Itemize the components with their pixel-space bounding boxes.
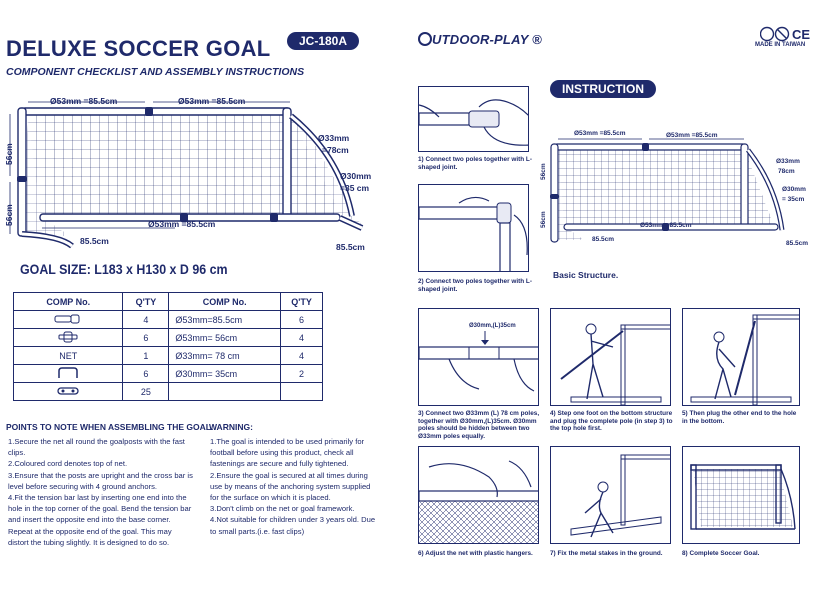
point-item: 1.Secure the net all round the goalposts with the fast clips.: [8, 437, 185, 458]
col-qty-2: Q'TY: [281, 293, 323, 311]
certification-marks: [760, 26, 816, 42]
r-dim-side-lower: 56cm: [540, 211, 547, 228]
t-joint-icon: [58, 331, 78, 343]
page-title: DELUXE SOCCER GOAL: [6, 36, 271, 61]
step-6-caption: 6) Adjust the net with plastic hangers.: [418, 550, 533, 557]
qty-cell: 6: [281, 311, 323, 329]
col-comp-no: COMP No.: [14, 293, 123, 311]
warning-item: 2.Ensure the goal is secured at all times during use by means of the anchoring system supplied for the surface on which it is placed.: [210, 470, 371, 503]
dim-top-left: Ø53mm =85.5cm: [50, 96, 118, 106]
warning-item: 3.Don't climb on the net or goal framework.: [210, 504, 355, 514]
warning-item: 4.Not suitable for children under 3 years old. Due to small parts.(i.e. fast clips): [210, 515, 376, 536]
qty-cell: [281, 383, 323, 401]
table-row: [14, 383, 323, 401]
step-5-panel: [682, 308, 800, 406]
dim-right-33-len: =78cm: [322, 145, 349, 155]
step-8-illustration: [683, 447, 800, 544]
warning-heading: WARNING:: [209, 422, 253, 432]
table-row: [14, 365, 323, 383]
r-dim-top-left: Ø53mm =85.5cm: [574, 130, 626, 137]
comp-cell: NET: [14, 347, 123, 365]
ground-stake-icon: [56, 367, 80, 379]
step-7-panel: [550, 446, 671, 544]
comp-cell: Ø33mm= 78 cm: [169, 347, 281, 365]
r-dim-bottom-left: 85.5cm: [592, 236, 615, 243]
points-heading: POINTS TO NOTE WHEN ASSEMBLING THE GOAL.: [6, 422, 214, 432]
step-3-panel: [418, 308, 539, 406]
comp-cell: [169, 383, 281, 401]
dim-bottom-left: 85.5cm: [80, 236, 109, 246]
fast-clip-icon: [57, 386, 79, 396]
step-8-panel: [682, 446, 800, 544]
col-comp-no-2: COMP No.: [169, 293, 281, 311]
step-7-illustration: [551, 447, 671, 544]
step-2-panel: [418, 184, 529, 272]
r-dim-33-len: 78cm: [778, 168, 795, 175]
comp-cell: Ø30mm= 35cm: [169, 365, 281, 383]
r-dim-bottom-mid: Ø53mm =85.5cm: [640, 222, 692, 229]
brand-logo: UTDOOR-PLAY ®: [418, 32, 542, 47]
dim-bottom-right: 85.5cm: [336, 242, 365, 252]
step-8-caption: 8) Complete Soccer Goal.: [682, 550, 760, 557]
svg-text:Ø30mm,(L)35cm: Ø30mm,(L)35cm: [469, 323, 516, 329]
qty-cell: 6: [123, 329, 169, 347]
comp-icon-cell: [14, 365, 123, 383]
warning-item: 1.The goal is intended to be used primarily for football before using this product, check all fastenings are secure and fully tightened.: [210, 437, 365, 469]
table-row: [14, 311, 323, 329]
comp-icon-cell: [14, 383, 123, 401]
step-4-caption: 4) Step one foot on the bottom structure and plug the complete pole (in step 3) to the top hole first.: [550, 410, 673, 432]
dim-side-upper: 56cm: [4, 143, 14, 165]
step-1-illustration: [419, 87, 529, 152]
dim-side-lower: 56cm: [4, 204, 14, 226]
dim-bottom-mid: Ø53mm =85.5cm: [148, 219, 216, 229]
step-3-illustration: [419, 309, 539, 406]
qty-cell: 4: [281, 347, 323, 365]
step-7-caption: 7) Fix the metal stakes in the ground.: [550, 550, 663, 557]
step-3-caption: 3) Connect two Ø33mm (L) 78 cm poles, together with Ø30mm,(L)35cm. Ø30mm poles should be hidden between two Ø33mm poles equally.: [418, 410, 540, 440]
step-1-panel: [418, 86, 529, 152]
step-4-panel: [550, 308, 671, 406]
brand-o-icon: [418, 32, 432, 46]
l-joint-icon: [54, 314, 82, 324]
step-5-illustration: [683, 309, 800, 406]
ce-mark-icon: CE: [792, 27, 811, 42]
comp-icon-cell: [14, 329, 123, 347]
qty-cell: 4: [281, 329, 323, 347]
r-dim-30: Ø30mm: [782, 186, 806, 193]
r-dim-side-upper: 56cm: [540, 163, 547, 180]
qty-cell: 6: [123, 365, 169, 383]
basic-structure-diagram: [538, 126, 818, 266]
made-in-label: MADE IN TAIWAN: [755, 42, 806, 48]
qty-cell: 25: [123, 383, 169, 401]
col-qty: Q'TY: [123, 293, 169, 311]
dim-top-right: Ø53mm =85.5cm: [178, 96, 246, 106]
page-subtitle: COMPONENT CHECKLIST AND ASSEMBLY INSTRUCTIONS: [6, 66, 305, 78]
dim-right-33: Ø33mm: [318, 133, 350, 143]
comp-icon-cell: [14, 311, 123, 329]
dim-right-30-len: =35 cm: [340, 183, 370, 193]
qty-cell: 1: [123, 347, 169, 365]
instruction-badge: INSTRUCTION: [550, 80, 656, 98]
warning-list: [210, 436, 376, 537]
step-2-caption: 2) Connect two poles together with L-shaped joint.: [418, 278, 532, 293]
goal-size: GOAL SIZE: L183 x H130 x D 96 cm: [20, 262, 228, 277]
table-row: [14, 347, 323, 365]
r-dim-top-right: Ø53mm =85.5cm: [666, 132, 718, 139]
dim-right-30: Ø30mm: [340, 171, 372, 181]
recycle-icon: [761, 28, 774, 41]
component-table: [13, 292, 323, 401]
step-6-panel: [418, 446, 539, 544]
qty-cell: 4: [123, 311, 169, 329]
point-item: 3.Ensure that the posts are upright and the cross bar is level before securing with 4 ground anchors.: [8, 470, 193, 491]
comp-cell: Ø53mm=85.5cm: [169, 311, 281, 329]
model-badge: JC-180A: [287, 32, 359, 50]
r-dim-bottom-right: 85.5cm: [786, 240, 809, 247]
r-dim-30-len: = 35cm: [782, 196, 805, 203]
table-header-row: [14, 293, 323, 311]
comp-cell: Ø53mm= 56cm: [169, 329, 281, 347]
point-item: 4.Fit the tension bar last by inserting one end into the hole in the top corner of the goal. Bend the tension bar and insert the opposite end into the base corner. Repeat at the opposite end of the goal. This may distort the tubing slightly. It is designed to do so.: [8, 493, 192, 547]
point-item: 2.Coloured cord denotes top of net.: [8, 459, 128, 469]
step-6-illustration: [419, 447, 539, 544]
points-list: [8, 436, 194, 548]
basic-structure-label: Basic Structure.: [553, 270, 619, 280]
step-1-caption: 1) Connect two poles together with L-shaped joint.: [418, 156, 532, 171]
step-5-caption: 5) Then plug the other end to the hole in the bottom.: [682, 410, 797, 425]
qty-cell: 2: [281, 365, 323, 383]
step-4-illustration: [551, 309, 671, 406]
table-row: [14, 329, 323, 347]
step-2-illustration: [419, 185, 529, 272]
r-dim-33: Ø33mm: [776, 158, 800, 165]
